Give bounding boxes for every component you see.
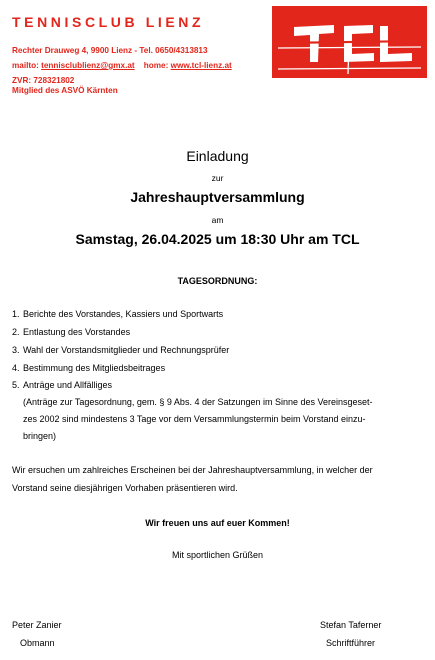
email-link[interactable]: tennisclublienz@gmx.at bbox=[41, 61, 135, 70]
greeting: Mit sportlichen Grüßen bbox=[171, 550, 264, 560]
signatory-left-role: Obmann bbox=[20, 638, 55, 648]
connector-zur: zur bbox=[211, 173, 224, 183]
website-link[interactable]: www.tcl-lienz.at bbox=[170, 61, 232, 70]
contact-line bbox=[12, 61, 232, 70]
membership-note: Mitglied des ASVÖ Kärnten bbox=[12, 86, 118, 95]
club-logo bbox=[272, 6, 427, 78]
agenda-item: 1. Berichte des Vorstandes, Kassiers und Sportwarts bbox=[12, 309, 224, 319]
event-datetime: Samstag, 26.04.2025 um 18:30 Uhr am TCL bbox=[75, 231, 360, 247]
home-label: home: bbox=[143, 61, 169, 70]
signatory-left-name: Peter Zanier bbox=[12, 620, 62, 630]
logo-text: TCL bbox=[272, 6, 274, 7]
signatory-right-name: Stefan Taferner bbox=[320, 620, 382, 630]
club-name: TENNISCLUB LIENZ bbox=[12, 14, 205, 30]
agenda-item: 3. Wahl der Vorstandsmitglieder und Rechnungsprüfer bbox=[12, 345, 230, 355]
logo-letters bbox=[272, 6, 427, 78]
agenda-heading: TAGESORDNUNG: bbox=[177, 276, 258, 286]
club-address: Rechter Drauweg 4, 9900 Lienz - Tel. 0650/4313813 bbox=[12, 46, 208, 55]
signatory-right-role: Schriftführer bbox=[326, 638, 376, 648]
closing-statement: Wir freuen uns auf euer Kommen! bbox=[145, 518, 290, 528]
body-paragraph-line: Wir ersuchen um zahlreiches Erscheinen bei der Jahreshauptversammlung, in welcher der bbox=[12, 465, 373, 475]
agenda-note-line: (Anträge zur Tagesordnung, gem. § 9 Abs. 4 der Satzungen im Sinne des Vereinsgeset- bbox=[23, 397, 373, 407]
event-name: Jahreshauptversammlung bbox=[130, 189, 305, 205]
invitation-title: Einladung bbox=[186, 148, 249, 164]
agenda-note-line: zes 2002 sind mindestens 3 Tage vor dem Versammlungstermin beim Vorstand einzu- bbox=[23, 414, 366, 424]
body-paragraph-line: Vorstand seine diesjährigen Vorhaben präsentieren wird. bbox=[12, 483, 238, 493]
agenda-note-line: bringen) bbox=[23, 431, 57, 441]
agenda-item: 2. Entlastung des Vorstandes bbox=[12, 327, 131, 337]
zvr-number: ZVR: 728321802 bbox=[12, 76, 75, 85]
agenda-item: 5. Anträge und Allfälliges bbox=[12, 380, 113, 390]
agenda-item: 4. Bestimmung des Mitgliedsbeitrages bbox=[12, 363, 166, 373]
mailto-label: mailto: bbox=[12, 61, 39, 70]
connector-am: am bbox=[211, 215, 224, 225]
